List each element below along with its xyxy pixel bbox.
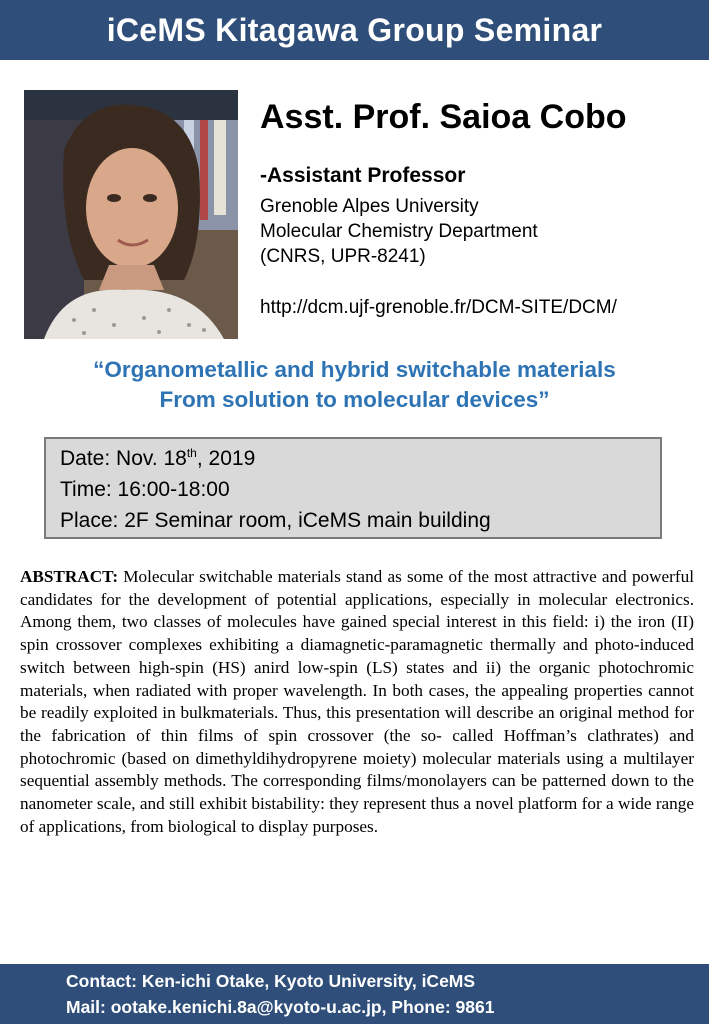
talk-title-line: From solution to molecular devices” xyxy=(159,387,550,412)
event-place: Place: 2F Seminar room, iCeMS main building xyxy=(60,509,491,532)
seminar-title: iCeMS Kitagawa Group Seminar xyxy=(106,12,603,48)
talk-title xyxy=(0,355,709,415)
speaker-name: Asst. Prof. Saioa Cobo xyxy=(260,98,627,136)
affiliation-line: Molecular Chemistry Department xyxy=(260,221,538,242)
mail-line[interactable]: Mail: ootake.kenichi.8a@kyoto-u.ac.jp, Phone: 9861 xyxy=(66,997,495,1017)
date-text: Date: Nov. 18 xyxy=(60,447,187,470)
abstract-text: Molecular switchable materials stand as some of the most attractive and powerful candidates for the development of potential applications, especially in molecular electronics. Among them, two classes of molecules have gained special interest in this field: i) the iron (II) spin crossover complexes exhibiting a diamagnetic-paramagnetic thermally and photo-induced switch between high-spin (HS) anird low-spin (LS) states and ii) the organic photochromic materials, when radiated with proper wavelength. In both cases, the appealing properties cannot be readily exploited in bulkmaterials. Thus, this presentation will describe an original method for the fabrication of thin films of spin crossover (the so- called Hoffman’s clathrates) and photochromic (based on dimethyldihydropyrene moiety) molecular materials using a multilayer sequential assembly methods. The corresponding films/monolayers can be patterned down to the nanometer scale, and still exhibit bistability: they represent thus a novel platform for a wide range of applications, from biological to display purposes. xyxy=(20,567,694,836)
date-year: , 2019 xyxy=(196,447,256,470)
speaker-affiliation xyxy=(260,194,538,269)
affiliation-line: (CNRS, UPR-8241) xyxy=(260,246,426,267)
abstract-paragraph xyxy=(20,566,694,838)
seminar-header xyxy=(0,0,709,60)
speaker-photo xyxy=(24,90,238,339)
event-time: Time: 16:00-18:00 xyxy=(60,478,230,501)
event-date xyxy=(60,443,646,474)
contact-line: Contact: Ken-ichi Otake, Kyoto University, iCeMS xyxy=(66,971,476,991)
talk-title-line: “Organometallic and hybrid switchable materials xyxy=(93,357,616,382)
speaker-portrait-image xyxy=(24,90,238,339)
department-url-link[interactable]: http://dcm.ujf-grenoble.fr/DCM-SITE/DCM/ xyxy=(260,297,617,318)
speaker-position: -Assistant Professor xyxy=(260,164,466,187)
affiliation-line: Grenoble Alpes University xyxy=(260,196,479,217)
contact-footer xyxy=(0,964,709,1024)
abstract-label: ABSTRACT: xyxy=(20,567,119,586)
event-details-box xyxy=(44,437,662,539)
date-ordinal: th xyxy=(186,446,197,460)
